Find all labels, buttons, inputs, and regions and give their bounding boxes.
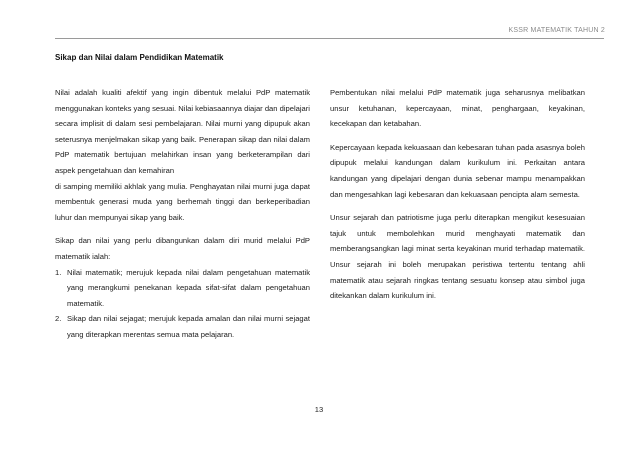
left-column (55, 85, 310, 343)
left-paragraph-1-continued: di samping memiliki akhlak yang mulia. Penghayatan nilai murni juga dapat membentuk generasi muda yang berhemah tinggi dan berkeperibadian luhur dan mempunyai sikap yang baik. (55, 181, 310, 222)
right-paragraph-2: Kepercayaan kepada kekuasaan dan kebesaran tuhan pada asasnya boleh dipupuk melalui kandungan dalam kurikulum ini. Perkaitan antara kandungan yang dipelajari dengan dunia sebenar mampu menampakkan dan mengesahkan lagi kebesaran dan kekuasaan pencipta alam semesta. (330, 142, 585, 199)
left-paragraph-2: Sikap dan nilai yang perlu dibangunkan dalam diri murid melalui PdP matematik ialah: (55, 236, 310, 261)
list-item (55, 311, 310, 342)
left-paragraph-1: Nilai adalah kualiti afektif yang ingin dibentuk melalui PdP matematik menggunakan konteks yang sesuai. Nilai kebiasaannya diajar dan dipelajari secara implisit di dalam sesi pembelajaran. Nilai murni yang dipupuk akan seterusnya menjelmakan sikap yang baik. Penerapan sikap dan nilai dalam PdP matematik bertujuan melahirkan insan yang berketerampilan dari aspek pengetahuan dan kemahiran (55, 88, 310, 175)
list-number: 2. (55, 314, 62, 324)
list-text: Nilai matematik; merujuk kepada nilai dalam pengetahuan matematik yang merangkumi penekanan kepada sifat-sifat dalam pengetahuan matematik. (67, 267, 310, 308)
list-number: 1. (55, 267, 62, 277)
header-rule (55, 38, 604, 39)
list-item (55, 265, 310, 312)
list-text: Sikap dan nilai sejagat; merujuk kepada amalan dan nilai murni sejagat yang diterapkan merentas semua mata pelajaran. (67, 314, 310, 339)
running-header: KSSR MATEMATIK TAHUN 2 (508, 27, 605, 34)
right-column (330, 85, 585, 304)
page-number: 13 (314, 405, 324, 414)
right-paragraph-3: Unsur sejarah dan patriotisme juga perlu diterapkan mengikut kesesuaian tajuk untuk membolehkan murid menghayati matematik dan memberangsangkan lagi minat serta keyakinan murid terhadap matematik. Unsur sejarah ini boleh merupakan peristiwa tertentu tentang ahli matematik atau sejarah ringkas tentang sesuatu konsep atau simbol juga ditekankan dalam kurikulum ini. (330, 213, 585, 301)
section-title: Sikap dan Nilai dalam Pendidikan Matematik (55, 53, 224, 62)
right-paragraph-1: Pembentukan nilai melalui PdP matematik juga seharusnya melibatkan unsur ketuhanan, kepercayaan, minat, penghargaan, keyakinan, kecekapan dan ketabahan. (330, 88, 585, 129)
